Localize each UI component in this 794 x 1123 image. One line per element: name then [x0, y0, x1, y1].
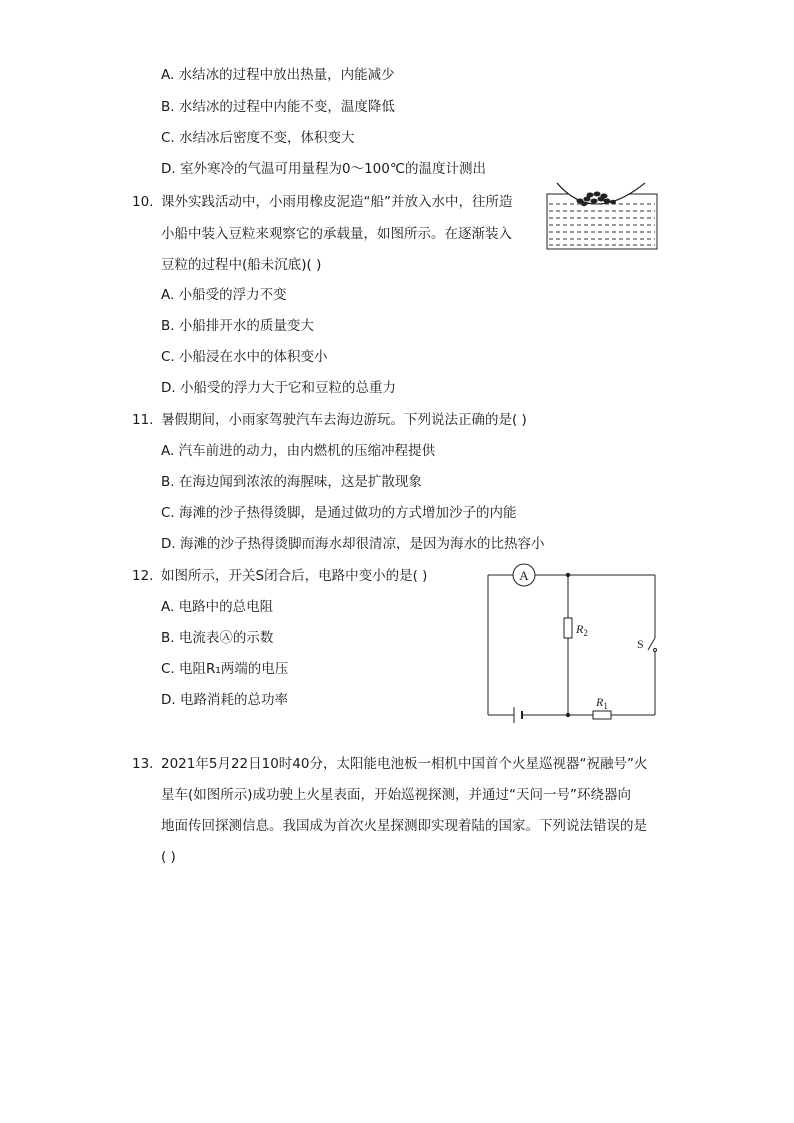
switch-blade	[648, 638, 655, 650]
r1-resistor	[593, 711, 611, 719]
circuit-diagram	[480, 560, 665, 725]
q11-option-b: B. 在海边闻到浓浓的海腥味，这是扩散现象	[161, 474, 422, 490]
q13-stem-line1: 2021年5月22日10时40分，太阳能电池板一相机中国首个火星巡视器“祝融号”火	[161, 756, 648, 772]
q11-option-c: C. 海滩的沙子热得烫脚，是通过做功的方式增加沙子的内能	[161, 505, 517, 521]
q13-stem-line2: 星车(如图所示)成功驶上火星表面，开始巡视探测，并通过“天问一号”环绕器向	[161, 787, 632, 803]
q10-number: 10.	[132, 194, 154, 210]
q10-option-d: D. 小船受的浮力大于它和豆粒的总重力	[161, 380, 396, 396]
q12-option-a: A. 电路中的总电阻	[161, 599, 274, 615]
q13-number: 13.	[132, 756, 154, 772]
r2-resistor	[564, 618, 572, 638]
q10-option-a: A. 小船受的浮力不变	[161, 287, 287, 303]
q10-option-c: C. 小船浸在水中的体积变小	[161, 349, 328, 365]
q11-option-d: D. 海滩的沙子热得烫脚而海水却很清凉，是因为海水的比热容小	[161, 536, 545, 552]
q13-stem-line3: 地面传回探测信息。我国成为首次火星探测即实现着陆的国家。下列说法错误的是	[161, 818, 647, 834]
q12-stem: 如图所示，开关S闭合后，电路中变小的是( )	[161, 568, 428, 584]
q12-option-b: B. 电流表Ⓐ的示数	[161, 630, 274, 646]
q10-stem-line3: 豆粒的过程中(船未沉底)( )	[161, 257, 322, 273]
r2-label: $R_2$	[576, 622, 588, 638]
q11-number: 11.	[132, 412, 154, 428]
q9-option-d: D. 室外寒冷的气温可用量程为0～100℃的温度计测出	[161, 161, 486, 177]
q9-option-b: B. 水结冰的过程中内能不变，温度降低	[161, 99, 395, 115]
q12-number: 12.	[132, 568, 154, 584]
q9-option-a: A. 水结冰的过程中放出热量，内能减少	[161, 67, 395, 83]
q10-option-b: B. 小船排开水的质量变大	[161, 318, 314, 334]
q13-stem-line4: ( )	[161, 849, 176, 865]
q10-stem-line2: 小船中装入豆粒来观察它的承载量，如图所示。在逐渐装入	[161, 226, 512, 242]
q12-option-d: D. 电路消耗的总功率	[161, 692, 288, 708]
ammeter-label: A	[519, 568, 529, 583]
q11-option-a: A. 汽车前进的动力，由内燃机的压缩冲程提供	[161, 443, 436, 459]
switch-label: S	[637, 637, 644, 651]
r1-label: $R_1$	[596, 695, 608, 711]
boat-in-water-figure	[545, 180, 660, 252]
q9-option-c: C. 水结冰后密度不变，体积变大	[161, 130, 355, 146]
q12-option-c: C. 电阻R₁两端的电压	[161, 661, 289, 677]
q11-stem: 暑假期间，小雨家驾驶汽车去海边游玩。下列说法正确的是( )	[161, 412, 527, 428]
q10-stem-line1: 课外实践活动中，小雨用橡皮泥造“船”并放入水中，往所造	[161, 194, 513, 210]
